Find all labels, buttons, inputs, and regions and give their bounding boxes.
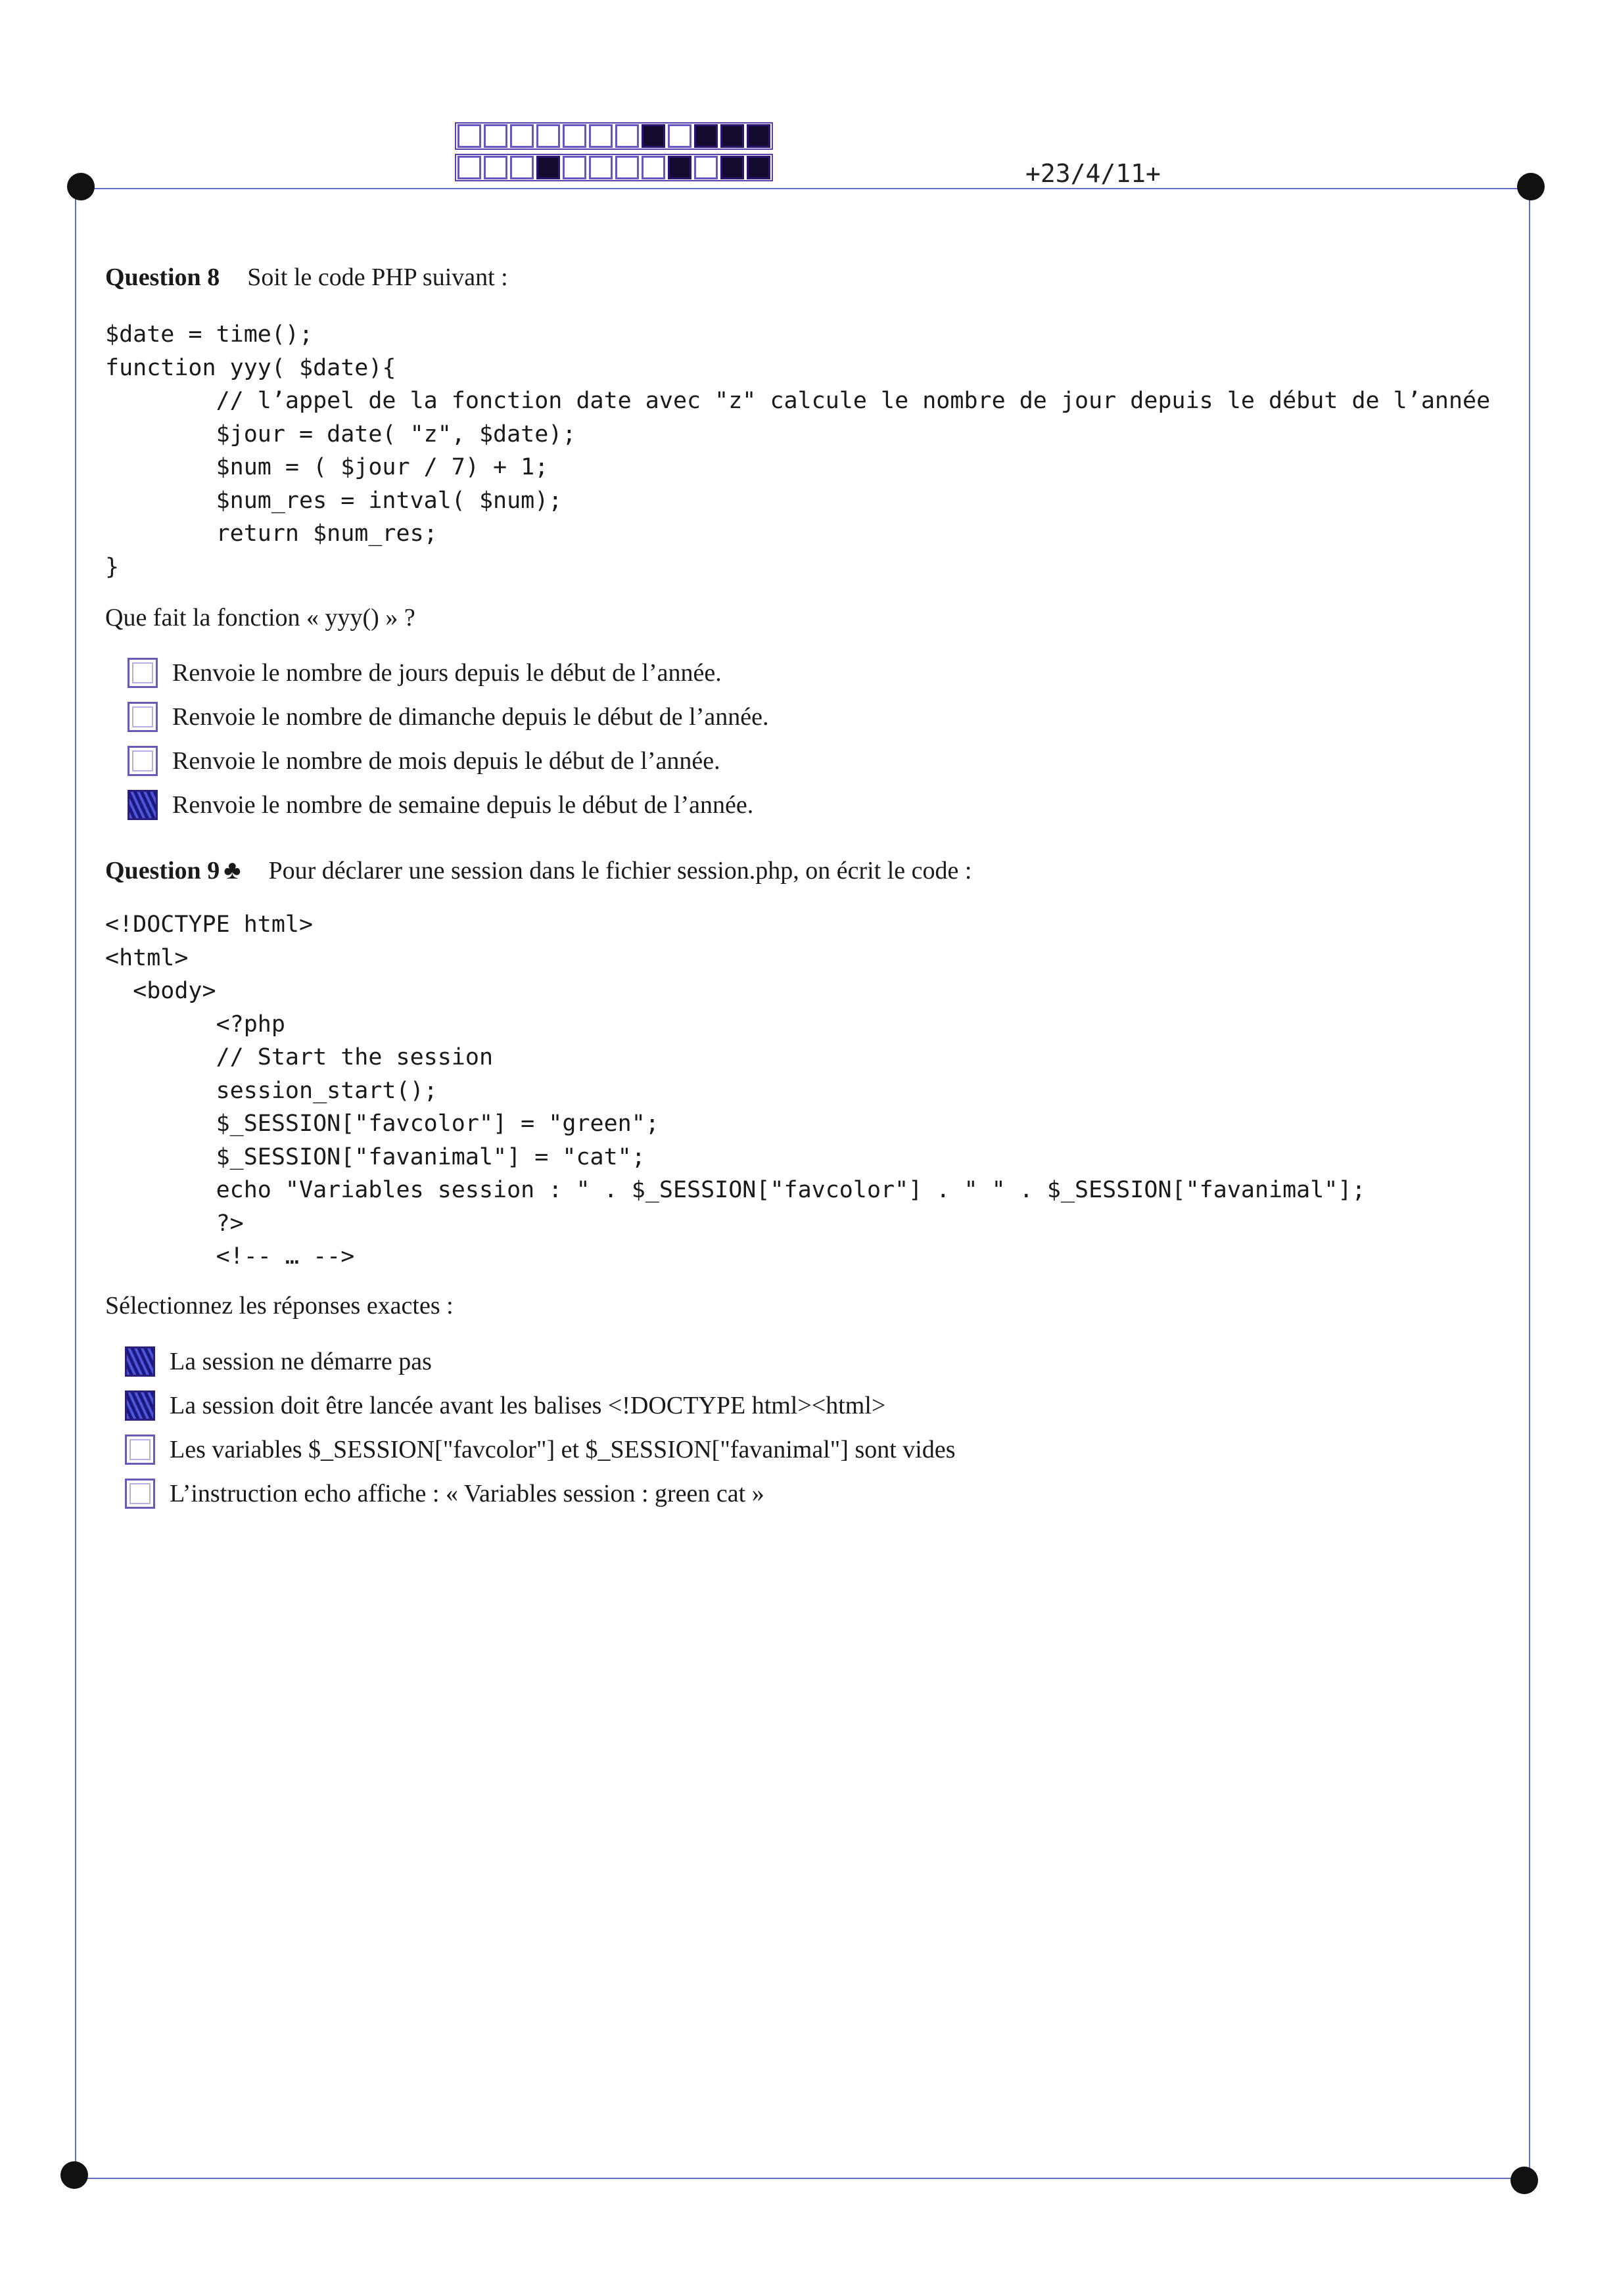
answer-label: La session ne démarre pas [170,1347,432,1375]
answer-checkbox[interactable] [125,1390,155,1421]
answer-checkbox[interactable] [128,658,158,688]
id-bar-cell [563,156,586,179]
exam-id-code: +23/4/11+ [1025,159,1161,188]
answer-option[interactable] [128,651,768,695]
id-bar-cell [747,156,770,179]
answer-option[interactable] [128,739,768,783]
answer-option[interactable] [125,1471,956,1515]
question-9-prompt: Sélectionnez les réponses exactes : [105,1292,454,1320]
id-bar-cell [668,156,691,179]
answer-label: La session doit être lancée avant les balises <!DOCTYPE html><html> [170,1391,886,1419]
answer-checkbox[interactable] [125,1435,155,1465]
id-bar-cell [720,124,744,148]
id-bar-cell [615,124,639,148]
question-9-heading [105,854,971,885]
id-bar-cell [720,156,744,179]
question-text: Soit le code PHP suivant : [247,264,508,291]
question-number: Question 9 [105,857,220,884]
question-9-answers [125,1339,956,1515]
corner-mark-top-right [1517,173,1545,200]
answer-checkbox[interactable] [128,702,158,732]
corner-mark-bottom-right [1510,2167,1538,2194]
answer-option[interactable] [125,1339,956,1383]
answer-option[interactable] [125,1383,956,1427]
answer-checkbox[interactable] [128,746,158,776]
id-bar-cell [536,124,560,148]
id-bar-cell [589,124,613,148]
id-bar-cell [484,124,507,148]
id-bar-cell [642,124,665,148]
question-9-code: <!DOCTYPE html> <html> <body> <?php // Start the session session_start(); $_SESSION["favcolor"] = "green"; $_SESSION["favanimal"] = "cat"; echo "Variables session : " . $_SESSION["favcolor"] . " " . $_SESSION["favanimal"]; ?> <!-- … --> [105,911,1366,1270]
answer-option[interactable] [128,695,768,739]
id-bar-cell [457,124,481,148]
answer-checkbox[interactable] [125,1479,155,1509]
id-bar-cell [668,124,691,148]
answer-label: L’instruction echo affiche : « Variables session : green cat » [170,1479,764,1507]
question-number: Question 8 [105,264,220,291]
id-bar-cell [457,156,481,179]
answer-checkbox[interactable] [125,1346,155,1377]
question-8-answers [128,651,768,827]
question-8-heading [105,263,508,292]
id-bar-row-1 [455,122,773,150]
id-bar-cell [694,156,718,179]
question-text: Pour déclarer une session dans le fichier session.php, on écrit le code : [268,857,972,884]
answer-label: Renvoie le nombre de mois depuis le début de l’année. [172,746,720,775]
id-bar-cell [589,156,613,179]
corner-mark-bottom-left [60,2161,88,2189]
id-bar-cell [615,156,639,179]
id-bar-cell [747,124,770,148]
id-bar-cell [694,124,718,148]
question-8-code: $date = time(); function yyy( $date){ // l’appel de la fonction date avec "z" calcule le nombre de jour depuis le début de l’année $jour = date( "z", $date); $num = ( $jour / 7) + 1; $num_res = intval( $num); return $num_res; } [105,321,1491,580]
id-bar-cell [510,124,534,148]
answer-checkbox[interactable] [128,790,158,820]
question-8-prompt: Que fait la fonction « yyy() » ? [105,604,415,631]
id-bar-row-2 [455,154,773,181]
id-bar-cell [536,156,560,179]
corner-mark-top-left [67,173,95,200]
answer-option[interactable] [125,1427,956,1471]
answer-label: Les variables $_SESSION["favcolor"] et $_SESSION["favanimal"] sont vides [170,1435,956,1463]
club-icon: ♣ [223,855,241,884]
answer-label: Renvoie le nombre de jours depuis le début de l’année. [172,658,722,687]
answer-option[interactable] [128,783,768,827]
answer-label: Renvoie le nombre de dimanche depuis le début de l’année. [172,702,769,731]
answer-label: Renvoie le nombre de semaine depuis le début de l’année. [172,791,754,819]
id-bar-cell [510,156,534,179]
id-bar-cell [563,124,586,148]
id-bar-cell [642,156,665,179]
id-bar-cell [484,156,507,179]
